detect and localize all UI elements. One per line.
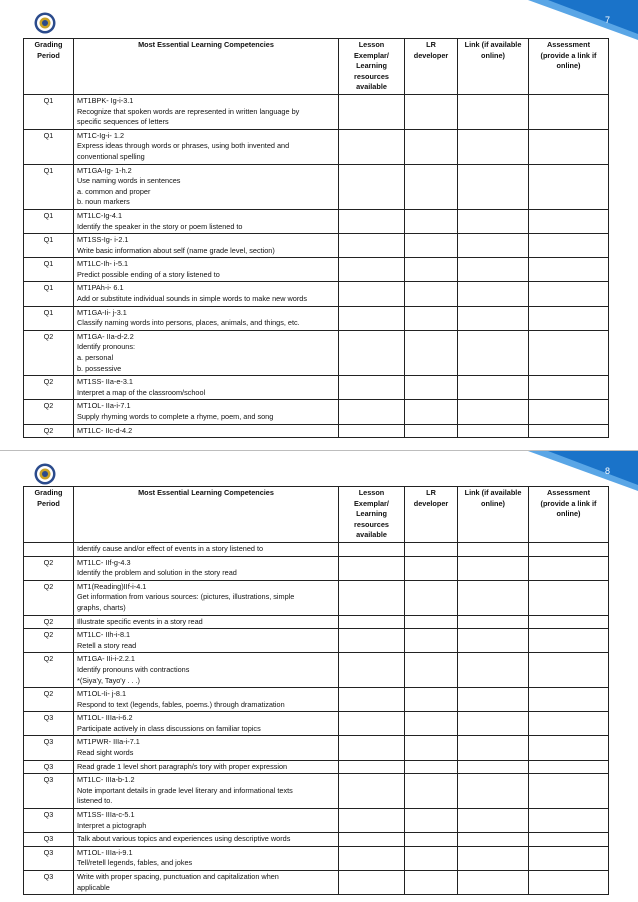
- link-cell: [458, 736, 529, 760]
- competency-line: Identify pronouns:: [77, 342, 136, 352]
- assessment-cell: [529, 833, 609, 847]
- assessment-cell: [529, 629, 609, 653]
- competency-line: Add or substitute individual sounds in simple words to make new words: [77, 294, 307, 304]
- competency-cell: [74, 580, 339, 615]
- lr-developer-cell: [405, 809, 458, 833]
- link-cell: [458, 258, 529, 282]
- competency-line: Identify pronouns with contractions: [77, 664, 190, 674]
- competency-line: Illustrate specific events in a story read: [77, 616, 203, 626]
- table-header-row: [24, 487, 609, 543]
- table-row: [24, 424, 609, 438]
- link-cell: [458, 615, 529, 629]
- header-assessment: Assessment (provide a link if online): [529, 39, 609, 95]
- competency-line: MT1LC-Ih- i-5.1: [77, 259, 129, 269]
- lr-developer-cell: [405, 615, 458, 629]
- header-link: Link (if available online): [458, 39, 529, 95]
- competency-line: applicable: [77, 882, 110, 892]
- page-number: 8: [604, 466, 610, 476]
- competency-cell: [74, 833, 339, 847]
- competency-line: b. possessive: [77, 363, 122, 373]
- link-cell: [458, 712, 529, 736]
- competency-table: [23, 486, 609, 895]
- competency-cell: [74, 94, 339, 129]
- grading-period-cell: Q2: [24, 580, 74, 615]
- assessment-cell: [529, 282, 609, 306]
- page-number: 7: [604, 15, 610, 25]
- grading-period-cell: Q2: [24, 556, 74, 580]
- grading-period-cell: Q1: [24, 164, 74, 209]
- competency-line: MT1GA-Ii- j-3.1: [77, 307, 127, 317]
- grading-period-cell: Q1: [24, 234, 74, 258]
- table-header-row: [24, 39, 609, 95]
- lesson-exemplar-cell: [339, 424, 405, 438]
- assessment-cell: [529, 400, 609, 424]
- link-cell: [458, 330, 529, 375]
- table-row: [24, 712, 609, 736]
- competency-line: Participate actively in class discussions on familiar topics: [77, 723, 261, 733]
- table-row: [24, 653, 609, 688]
- lesson-exemplar-cell: [339, 376, 405, 400]
- link-cell: [458, 306, 529, 330]
- lr-developer-cell: [405, 556, 458, 580]
- header-lr-developer: LR developer: [405, 39, 458, 95]
- grading-period-cell: Q3: [24, 736, 74, 760]
- competency-line: MT1OL- IIIa-i-6.2: [77, 713, 133, 723]
- competency-line: Identify cause and/or effect of events in a story listened to: [77, 543, 264, 553]
- lr-developer-cell: [405, 94, 458, 129]
- table-row: [24, 542, 609, 556]
- lesson-exemplar-cell: [339, 129, 405, 164]
- lesson-exemplar-cell: [339, 871, 405, 895]
- table-row: [24, 400, 609, 424]
- lesson-exemplar-cell: [339, 736, 405, 760]
- lr-developer-cell: [405, 258, 458, 282]
- assessment-cell: [529, 736, 609, 760]
- grading-period-cell: Q1: [24, 282, 74, 306]
- competency-cell: [74, 282, 339, 306]
- table-body: [24, 94, 609, 437]
- assessment-cell: [529, 688, 609, 712]
- competency-line: MT1LC- IIc-d-4.2: [77, 425, 133, 435]
- competency-line: Supply rhyming words to complete a rhyme, poem, and song: [77, 412, 274, 421]
- link-cell: [458, 234, 529, 258]
- competency-cell: [74, 424, 339, 438]
- table-row: [24, 376, 609, 400]
- assessment-cell: [529, 94, 609, 129]
- table-row: [24, 282, 609, 306]
- link-cell: [458, 400, 529, 424]
- table-row: [24, 306, 609, 330]
- lr-developer-cell: [405, 774, 458, 809]
- document-page: [0, 451, 638, 902]
- lesson-exemplar-cell: [339, 774, 405, 809]
- link-cell: [458, 129, 529, 164]
- competency-line: MT1LC- IIh-i-8.1: [77, 630, 131, 640]
- lr-developer-cell: [405, 580, 458, 615]
- assessment-cell: [529, 129, 609, 164]
- table-row: [24, 234, 609, 258]
- table-row: [24, 736, 609, 760]
- competency-line: MT1LC- IIIa-b-1.2: [77, 775, 135, 785]
- competency-line: Use naming words in sentences: [77, 176, 181, 186]
- competency-line: specific sequences of letters: [77, 117, 169, 127]
- lr-developer-cell: [405, 712, 458, 736]
- lesson-exemplar-cell: [339, 542, 405, 556]
- competency-cell: [74, 629, 339, 653]
- competency-line: MT1C-Ig-i- 1.2: [77, 130, 125, 140]
- competency-line: Respond to text (legends, fables, poems.) through dramatization: [77, 699, 285, 709]
- lr-developer-cell: [405, 846, 458, 870]
- assessment-cell: [529, 376, 609, 400]
- grading-period-cell: Q1: [24, 94, 74, 129]
- competency-line: Identify the problem and solution in the story read: [77, 568, 237, 578]
- competency-line: Classify naming words into persons, places, animals, and things, etc.: [77, 318, 300, 328]
- lr-developer-cell: [405, 209, 458, 233]
- link-cell: [458, 282, 529, 306]
- competency-cell: [74, 209, 339, 233]
- lesson-exemplar-cell: [339, 282, 405, 306]
- link-cell: [458, 424, 529, 438]
- assessment-cell: [529, 653, 609, 688]
- competency-line: a. personal: [77, 353, 114, 363]
- competency-line: Predict possible ending of a story listened to: [77, 269, 220, 279]
- lesson-exemplar-cell: [339, 846, 405, 870]
- grading-period-cell: Q1: [24, 129, 74, 164]
- lr-developer-cell: [405, 330, 458, 375]
- competency-line: Note important details in grade level literary and informational texts: [77, 785, 293, 795]
- header-grading-period: Grading Period: [24, 487, 74, 543]
- competency-line: Get information from various sources: (pictures, illustrations, simple: [77, 592, 295, 602]
- competency-line: MT1GA- IIi-i-2.2.1: [77, 654, 135, 664]
- assessment-cell: [529, 306, 609, 330]
- lesson-exemplar-cell: [339, 809, 405, 833]
- assessment-cell: [529, 871, 609, 895]
- lesson-exemplar-cell: [339, 164, 405, 209]
- header-competencies: Most Essential Learning Competencies: [74, 39, 339, 95]
- competency-cell: [74, 736, 339, 760]
- competency-line: MT1GA- IIa-d-2.2: [77, 331, 134, 341]
- table-row: [24, 615, 609, 629]
- competency-line: Retell a story read: [77, 640, 137, 650]
- competency-line: Interpret a pictograph: [77, 820, 147, 830]
- competency-line: Interpret a map of the classroom/school: [77, 387, 206, 397]
- grading-period-cell: Q2: [24, 376, 74, 400]
- assessment-cell: [529, 542, 609, 556]
- grading-period-cell: Q3: [24, 774, 74, 809]
- assessment-cell: [529, 330, 609, 375]
- lesson-exemplar-cell: [339, 209, 405, 233]
- table-row: [24, 871, 609, 895]
- grading-period-cell: Q2: [24, 424, 74, 438]
- lr-developer-cell: [405, 871, 458, 895]
- lesson-exemplar-cell: [339, 760, 405, 774]
- competency-cell: [74, 542, 339, 556]
- link-cell: [458, 809, 529, 833]
- table-row: [24, 129, 609, 164]
- lr-developer-cell: [405, 629, 458, 653]
- table-row: [24, 94, 609, 129]
- grading-period-cell: Q3: [24, 760, 74, 774]
- competency-cell: [74, 234, 339, 258]
- lr-developer-cell: [405, 688, 458, 712]
- competency-line: MT1PWR- IIIa-i-7.1: [77, 737, 140, 747]
- table-row: [24, 556, 609, 580]
- competency-line: Express ideas through words or phrases, using both invented and: [77, 141, 290, 151]
- link-cell: [458, 653, 529, 688]
- table-row: [24, 688, 609, 712]
- competency-cell: [74, 712, 339, 736]
- lesson-exemplar-cell: [339, 688, 405, 712]
- corner-ribbon-icon: [528, 451, 638, 491]
- competency-cell: [74, 164, 339, 209]
- assessment-cell: [529, 258, 609, 282]
- deped-seal-icon: [34, 463, 56, 485]
- lr-developer-cell: [405, 129, 458, 164]
- lr-developer-cell: [405, 376, 458, 400]
- table-row: [24, 846, 609, 870]
- lesson-exemplar-cell: [339, 94, 405, 129]
- table-row: [24, 760, 609, 774]
- grading-period-cell: Q3: [24, 712, 74, 736]
- table-row: [24, 209, 609, 233]
- lr-developer-cell: [405, 653, 458, 688]
- competency-cell: [74, 846, 339, 870]
- competency-line: MT1OL- IIIa-i-9.1: [77, 847, 133, 857]
- lr-developer-cell: [405, 833, 458, 847]
- header-lesson-exemplar: Lesson Exemplar/ Learning resources available: [339, 487, 405, 543]
- assessment-cell: [529, 164, 609, 209]
- competency-line: Talk about various topics and experiences using descriptive words: [77, 834, 291, 844]
- table-row: [24, 580, 609, 615]
- link-cell: [458, 164, 529, 209]
- table-row: [24, 330, 609, 375]
- lr-developer-cell: [405, 542, 458, 556]
- competency-line: a. common and proper: [77, 186, 151, 196]
- link-cell: [458, 556, 529, 580]
- competency-line: MT1GA-Ig- 1-h.2: [77, 165, 132, 175]
- competency-line: *(Siya'y, Tayo'y . . .): [77, 675, 140, 685]
- competency-line: MT1OL-Ii- j-8.1: [77, 689, 127, 699]
- competency-line: MT1PAh-i- 6.1: [77, 283, 124, 293]
- competency-line: MT1BPK- Ig-i-3.1: [77, 95, 134, 105]
- header-grading-period: Grading Period: [24, 39, 74, 95]
- competency-line: MT1LC-Ig-4.1: [77, 210, 123, 220]
- table-row: [24, 833, 609, 847]
- header-lesson-exemplar: Lesson Exemplar/ Learning resources available: [339, 39, 405, 95]
- lesson-exemplar-cell: [339, 712, 405, 736]
- link-cell: [458, 94, 529, 129]
- lr-developer-cell: [405, 760, 458, 774]
- header-competencies: Most Essential Learning Competencies: [74, 487, 339, 543]
- link-cell: [458, 760, 529, 774]
- lr-developer-cell: [405, 736, 458, 760]
- lesson-exemplar-cell: [339, 258, 405, 282]
- grading-period-cell: Q1: [24, 306, 74, 330]
- table-row: [24, 809, 609, 833]
- assessment-cell: [529, 580, 609, 615]
- link-cell: [458, 629, 529, 653]
- grading-period-cell: Q3: [24, 846, 74, 870]
- competency-line: MT1SS- IIa-e-3.1: [77, 377, 133, 387]
- lesson-exemplar-cell: [339, 833, 405, 847]
- grading-period-cell: Q2: [24, 330, 74, 375]
- link-cell: [458, 846, 529, 870]
- competency-cell: [74, 871, 339, 895]
- competency-table: [23, 38, 609, 438]
- grading-period-cell: Q3: [24, 833, 74, 847]
- assessment-cell: [529, 556, 609, 580]
- competency-line: Recognize that spoken words are represented in written language by: [77, 106, 300, 116]
- assessment-cell: [529, 774, 609, 809]
- lesson-exemplar-cell: [339, 615, 405, 629]
- competency-line: Tell/retell legends, fables, and jokes: [77, 858, 193, 868]
- assessment-cell: [529, 424, 609, 438]
- competency-line: Identify the speaker in the story or poem listened to: [77, 221, 243, 231]
- assessment-cell: [529, 846, 609, 870]
- assessment-cell: [529, 712, 609, 736]
- header-lr-developer: LR developer: [405, 487, 458, 543]
- grading-period-cell: Q2: [24, 629, 74, 653]
- competency-cell: [74, 306, 339, 330]
- competency-line: Write basic information about self (name grade level, section): [77, 245, 275, 255]
- lesson-exemplar-cell: [339, 653, 405, 688]
- header-assessment: Assessment (provide a link if online): [529, 487, 609, 543]
- table-row: [24, 164, 609, 209]
- competency-cell: [74, 760, 339, 774]
- grading-period-cell: Q2: [24, 688, 74, 712]
- competency-line: MT1SS-Ig- i-2.1: [77, 235, 129, 245]
- lesson-exemplar-cell: [339, 580, 405, 615]
- competency-cell: [74, 688, 339, 712]
- link-cell: [458, 580, 529, 615]
- assessment-cell: [529, 234, 609, 258]
- assessment-cell: [529, 809, 609, 833]
- competency-line: MT1OL- IIa-i-7.1: [77, 401, 131, 411]
- competency-line: MT1LC- IIf-g-4.3: [77, 557, 131, 567]
- table-row: [24, 258, 609, 282]
- table-row: [24, 774, 609, 809]
- deped-seal-icon: [34, 12, 56, 34]
- link-cell: [458, 376, 529, 400]
- grading-period-cell: Q3: [24, 809, 74, 833]
- header-link: Link (if available online): [458, 487, 529, 543]
- assessment-cell: [529, 760, 609, 774]
- grading-period-cell: Q1: [24, 258, 74, 282]
- assessment-cell: [529, 615, 609, 629]
- competency-cell: [74, 376, 339, 400]
- grading-period-cell: Q2: [24, 615, 74, 629]
- table-row: [24, 629, 609, 653]
- competency-cell: [74, 400, 339, 424]
- grading-period-cell: Q2: [24, 653, 74, 688]
- competency-line: Write with proper spacing, punctuation and capitalization when: [77, 872, 279, 881]
- competency-cell: [74, 809, 339, 833]
- lr-developer-cell: [405, 424, 458, 438]
- lr-developer-cell: [405, 234, 458, 258]
- link-cell: [458, 833, 529, 847]
- lesson-exemplar-cell: [339, 400, 405, 424]
- lesson-exemplar-cell: [339, 306, 405, 330]
- lr-developer-cell: [405, 164, 458, 209]
- competency-cell: [74, 653, 339, 688]
- link-cell: [458, 774, 529, 809]
- lesson-exemplar-cell: [339, 629, 405, 653]
- lr-developer-cell: [405, 400, 458, 424]
- grading-period-cell: Q2: [24, 400, 74, 424]
- link-cell: [458, 542, 529, 556]
- corner-ribbon-icon: [528, 0, 638, 40]
- competency-line: b. noun markers: [77, 197, 130, 207]
- lesson-exemplar-cell: [339, 234, 405, 258]
- assessment-cell: [529, 209, 609, 233]
- competency-cell: [74, 774, 339, 809]
- grading-period-cell: Q3: [24, 871, 74, 895]
- grading-period-cell: [24, 542, 74, 556]
- competency-line: MT1SS- IIIa-c-5.1: [77, 810, 135, 820]
- competency-line: Read sight words: [77, 748, 134, 758]
- competency-cell: [74, 129, 339, 164]
- link-cell: [458, 209, 529, 233]
- table-body: [24, 542, 609, 894]
- lr-developer-cell: [405, 306, 458, 330]
- link-cell: [458, 688, 529, 712]
- competency-cell: [74, 615, 339, 629]
- competency-cell: [74, 330, 339, 375]
- competency-line: MT1(Reading)IIf-i-4.1: [77, 581, 147, 591]
- competency-line: graphs, charts): [77, 602, 126, 612]
- competency-cell: [74, 556, 339, 580]
- competency-cell: [74, 258, 339, 282]
- link-cell: [458, 871, 529, 895]
- competency-line: Read grade 1 level short paragraph/s tory with proper expression: [77, 761, 288, 771]
- grading-period-cell: Q1: [24, 209, 74, 233]
- lesson-exemplar-cell: [339, 556, 405, 580]
- lr-developer-cell: [405, 282, 458, 306]
- lesson-exemplar-cell: [339, 330, 405, 375]
- competency-line: conventional spelling: [77, 151, 145, 161]
- competency-line: listened to.: [77, 796, 113, 806]
